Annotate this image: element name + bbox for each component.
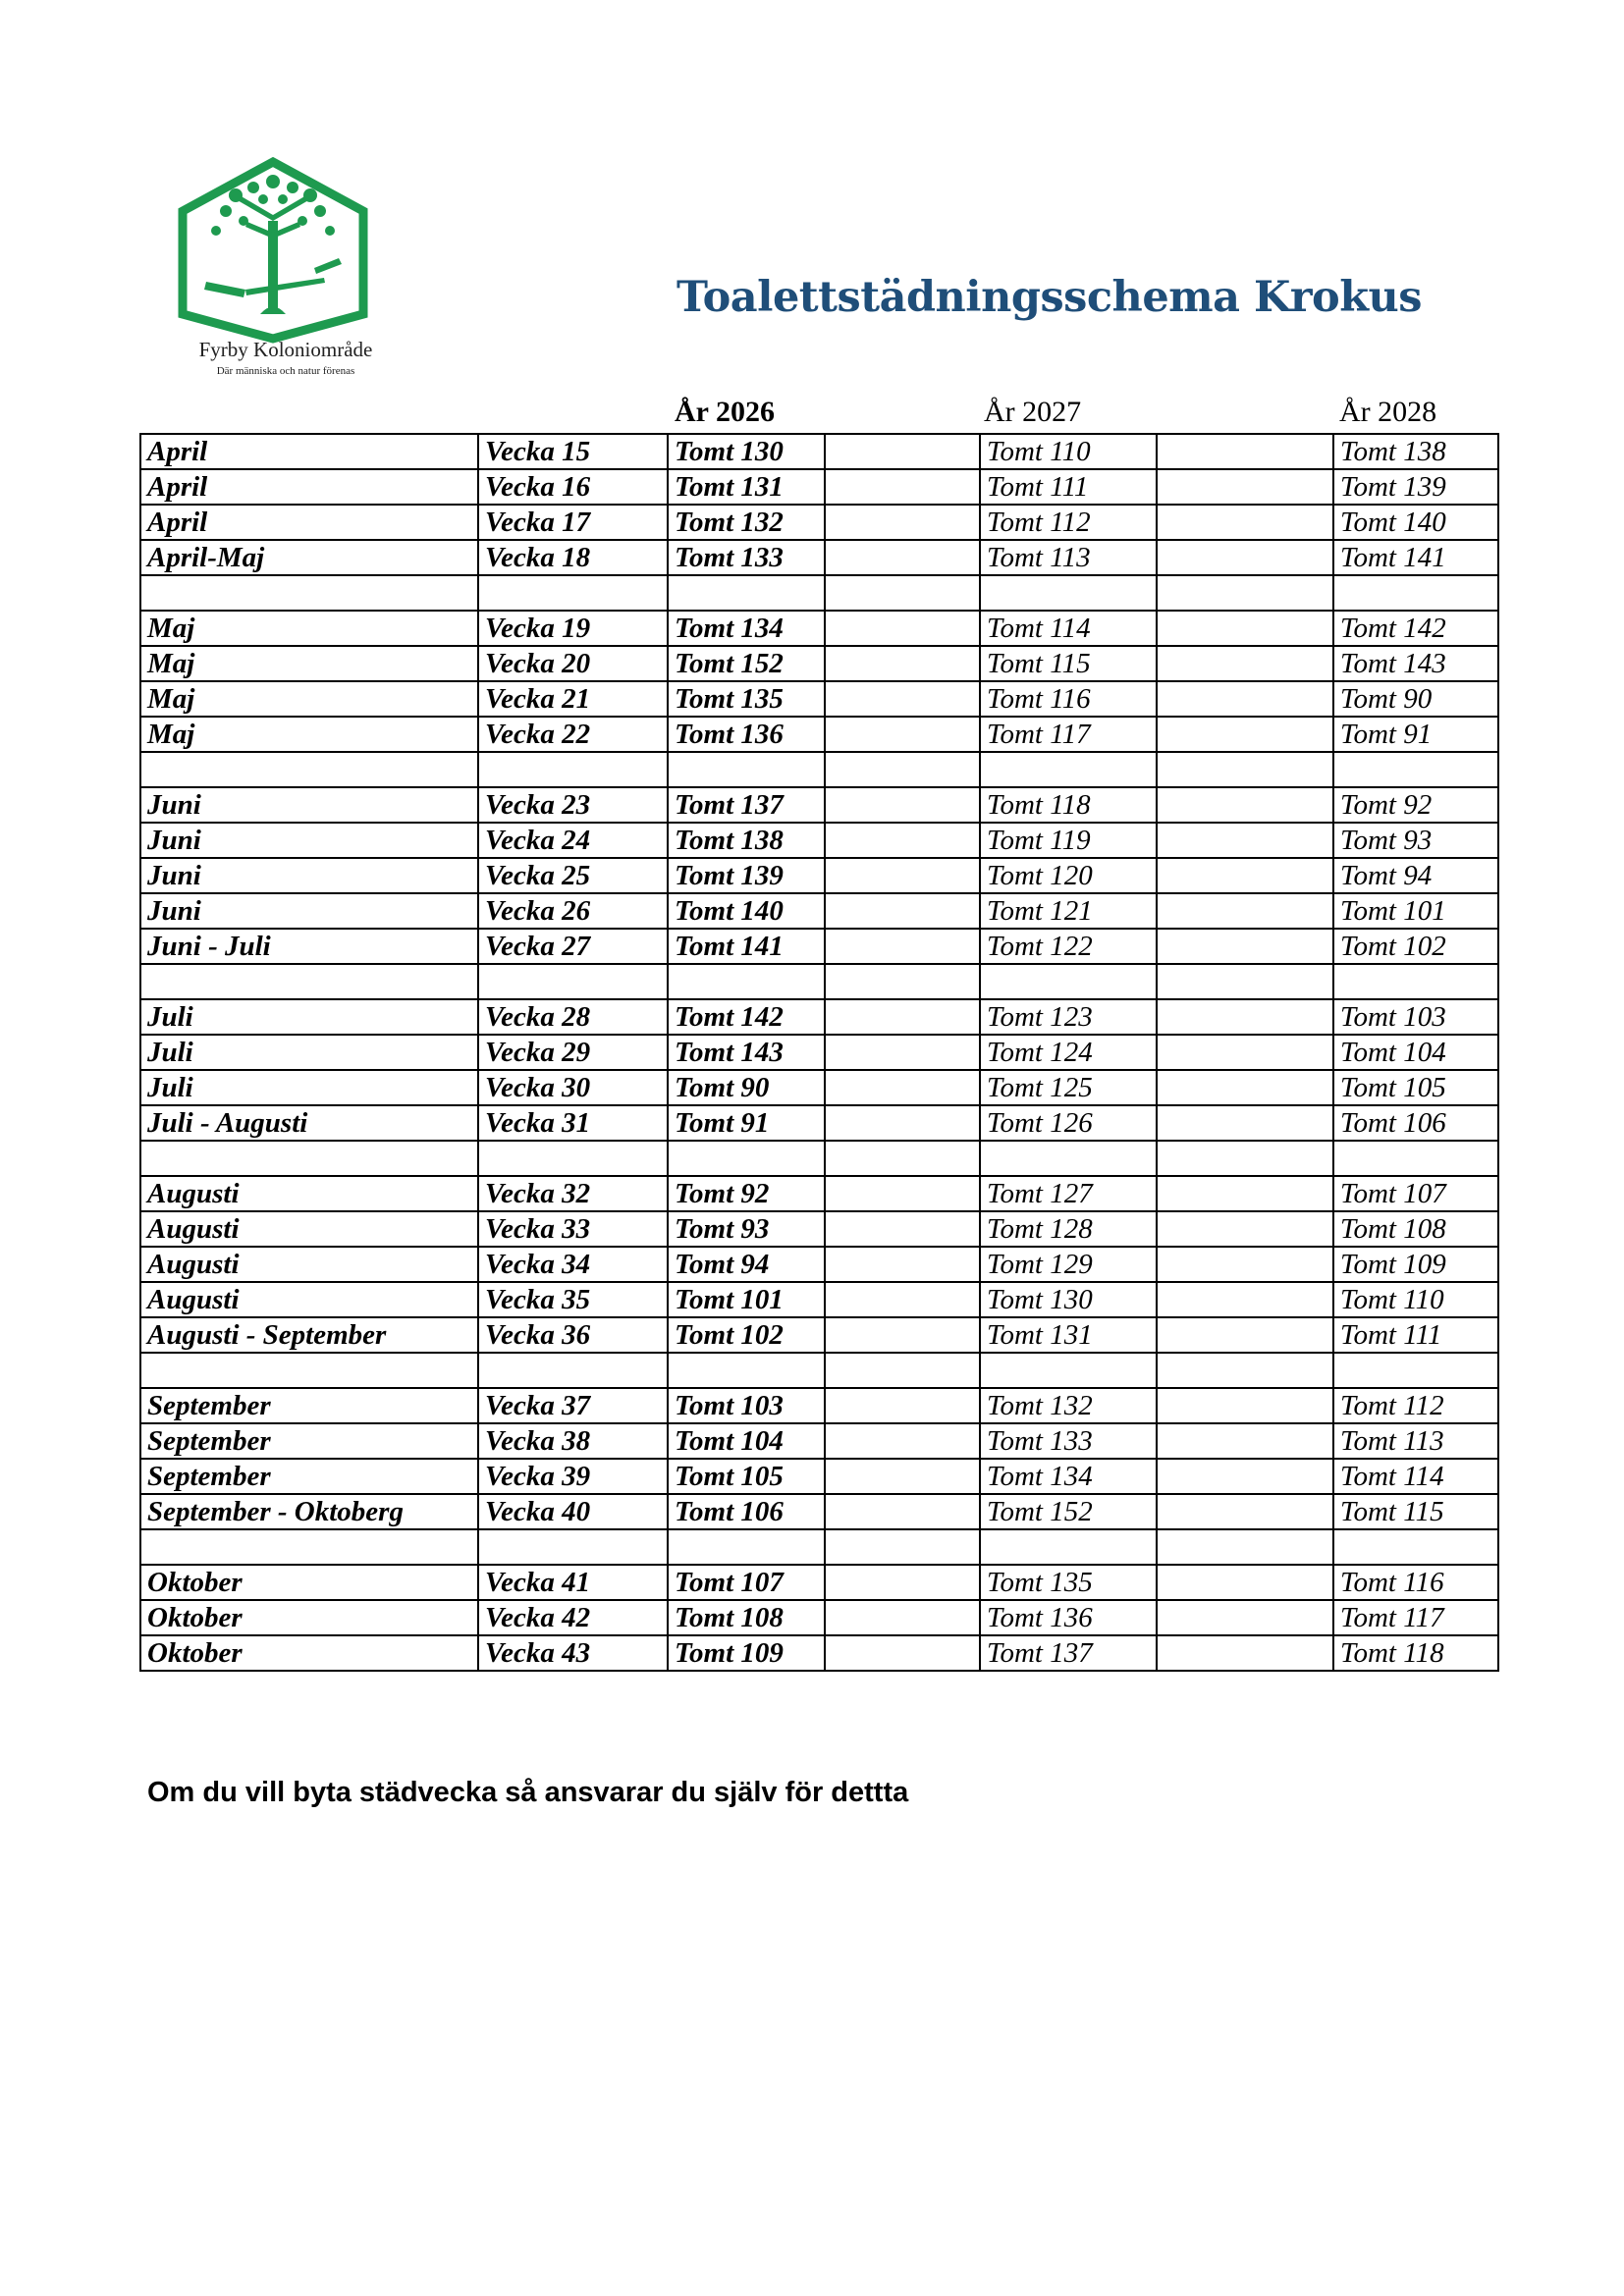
plot-2028-cell: Tomt 118 — [1333, 1635, 1498, 1671]
week-cell: Vecka 34 — [478, 1247, 668, 1282]
plot-2026-cell: Tomt 92 — [668, 1176, 825, 1211]
year-header-2028: År 2028 — [1339, 396, 1437, 428]
plot-2027-cell: Tomt 126 — [980, 1105, 1157, 1141]
spacer-cell — [825, 823, 980, 858]
plot-2028-cell: Tomt 112 — [1333, 1388, 1498, 1423]
plot-2027-cell: Tomt 114 — [980, 611, 1157, 646]
plot-2027-cell — [980, 575, 1157, 611]
spacer-cell — [825, 1247, 980, 1282]
table-row — [140, 1353, 1498, 1388]
week-cell: Vecka 37 — [478, 1388, 668, 1423]
table-row — [140, 1070, 1498, 1105]
month-cell: September - Oktoberg — [140, 1494, 478, 1529]
table-row — [140, 1565, 1498, 1600]
spacer-cell — [825, 1459, 980, 1494]
table-row — [140, 505, 1498, 540]
week-cell: Vecka 38 — [478, 1423, 668, 1459]
spacer-cell — [1157, 646, 1333, 681]
month-cell — [140, 964, 478, 999]
spacer-cell — [1157, 1070, 1333, 1105]
plot-2026-cell: Tomt 138 — [668, 823, 825, 858]
spacer-cell — [1157, 823, 1333, 858]
month-cell: Juni — [140, 787, 478, 823]
page-title: Toalettstädningsschema Krokus — [677, 273, 1422, 322]
plot-2027-cell: Tomt 135 — [980, 1565, 1157, 1600]
table-row — [140, 611, 1498, 646]
plot-2026-cell: Tomt 134 — [668, 611, 825, 646]
spacer-cell — [825, 1353, 980, 1388]
month-cell: Augusti — [140, 1282, 478, 1317]
plot-2027-cell: Tomt 120 — [980, 858, 1157, 893]
table-row — [140, 1176, 1498, 1211]
plot-2026-cell: Tomt 106 — [668, 1494, 825, 1529]
plot-2026-cell: Tomt 90 — [668, 1070, 825, 1105]
plot-2028-cell: Tomt 105 — [1333, 1070, 1498, 1105]
week-cell: Vecka 21 — [478, 681, 668, 717]
week-cell: Vecka 24 — [478, 823, 668, 858]
month-cell: Juni — [140, 858, 478, 893]
week-cell: Vecka 16 — [478, 469, 668, 505]
plot-2027-cell: Tomt 118 — [980, 787, 1157, 823]
plot-2026-cell: Tomt 143 — [668, 1035, 825, 1070]
month-cell — [140, 1529, 478, 1565]
table-row — [140, 929, 1498, 964]
table-row — [140, 1459, 1498, 1494]
spacer-cell — [1157, 1459, 1333, 1494]
plot-2027-cell: Tomt 136 — [980, 1600, 1157, 1635]
plot-2028-cell: Tomt 107 — [1333, 1176, 1498, 1211]
plot-2026-cell: Tomt 141 — [668, 929, 825, 964]
spacer-cell — [1157, 1353, 1333, 1388]
plot-2027-cell: Tomt 129 — [980, 1247, 1157, 1282]
table-row — [140, 1388, 1498, 1423]
week-cell: Vecka 32 — [478, 1176, 668, 1211]
plot-2027-cell — [980, 1529, 1157, 1565]
plot-2028-cell: Tomt 93 — [1333, 823, 1498, 858]
plot-2026-cell: Tomt 135 — [668, 681, 825, 717]
month-cell: September — [140, 1388, 478, 1423]
week-cell: Vecka 19 — [478, 611, 668, 646]
plot-2027-cell — [980, 1353, 1157, 1388]
spacer-cell — [1157, 1494, 1333, 1529]
schedule-table — [139, 433, 1499, 1672]
month-cell: Juni — [140, 893, 478, 929]
month-cell: Oktober — [140, 1565, 478, 1600]
plot-2028-cell — [1333, 1529, 1498, 1565]
table-row — [140, 1423, 1498, 1459]
week-cell: Vecka 17 — [478, 505, 668, 540]
week-cell: Vecka 27 — [478, 929, 668, 964]
week-cell: Vecka 40 — [478, 1494, 668, 1529]
spacer-cell — [825, 1070, 980, 1105]
week-cell — [478, 575, 668, 611]
plot-2027-cell — [980, 964, 1157, 999]
plot-2028-cell: Tomt 141 — [1333, 540, 1498, 575]
plot-2027-cell: Tomt 121 — [980, 893, 1157, 929]
plot-2027-cell — [980, 752, 1157, 787]
plot-2028-cell: Tomt 91 — [1333, 717, 1498, 752]
spacer-cell — [825, 964, 980, 999]
spacer-cell — [825, 1529, 980, 1565]
month-cell: September — [140, 1423, 478, 1459]
table-row — [140, 1529, 1498, 1565]
plot-2028-cell: Tomt 110 — [1333, 1282, 1498, 1317]
plot-2028-cell — [1333, 752, 1498, 787]
table-row — [140, 717, 1498, 752]
spacer-cell — [1157, 717, 1333, 752]
spacer-cell — [825, 1211, 980, 1247]
plot-2026-cell: Tomt 101 — [668, 1282, 825, 1317]
year-header-2026: År 2026 — [675, 396, 775, 428]
table-row — [140, 1211, 1498, 1247]
week-cell: Vecka 15 — [478, 434, 668, 469]
plot-2028-cell: Tomt 138 — [1333, 434, 1498, 469]
week-cell: Vecka 39 — [478, 1459, 668, 1494]
week-cell: Vecka 23 — [478, 787, 668, 823]
week-cell: Vecka 31 — [478, 1105, 668, 1141]
month-cell — [140, 752, 478, 787]
table-row — [140, 999, 1498, 1035]
plot-2026-cell — [668, 575, 825, 611]
month-cell: Augusti — [140, 1176, 478, 1211]
spacer-cell — [1157, 1388, 1333, 1423]
month-cell: April — [140, 434, 478, 469]
plot-2028-cell: Tomt 102 — [1333, 929, 1498, 964]
table-row — [140, 681, 1498, 717]
table-row — [140, 1282, 1498, 1317]
spacer-cell — [825, 1388, 980, 1423]
plot-2026-cell: Tomt 109 — [668, 1635, 825, 1671]
spacer-cell — [825, 1423, 980, 1459]
spacer-cell — [1157, 964, 1333, 999]
spacer-cell — [1157, 858, 1333, 893]
month-cell: Maj — [140, 611, 478, 646]
month-cell: September — [140, 1459, 478, 1494]
table-row — [140, 823, 1498, 858]
spacer-cell — [825, 1565, 980, 1600]
plot-2027-cell: Tomt 119 — [980, 823, 1157, 858]
plot-2027-cell: Tomt 131 — [980, 1317, 1157, 1353]
table-row — [140, 752, 1498, 787]
plot-2027-cell: Tomt 128 — [980, 1211, 1157, 1247]
plot-2026-cell: Tomt 131 — [668, 469, 825, 505]
spacer-cell — [1157, 929, 1333, 964]
plot-2027-cell: Tomt 133 — [980, 1423, 1157, 1459]
plot-2028-cell: Tomt 92 — [1333, 787, 1498, 823]
spacer-cell — [1157, 1635, 1333, 1671]
week-cell: Vecka 30 — [478, 1070, 668, 1105]
month-cell: April — [140, 505, 478, 540]
table-row — [140, 964, 1498, 999]
plot-2028-cell: Tomt 106 — [1333, 1105, 1498, 1141]
spacer-cell — [1157, 434, 1333, 469]
month-cell: Juli — [140, 999, 478, 1035]
plot-2028-cell: Tomt 111 — [1333, 1317, 1498, 1353]
month-cell — [140, 1141, 478, 1176]
plot-2026-cell: Tomt 103 — [668, 1388, 825, 1423]
table-row — [140, 646, 1498, 681]
week-cell: Vecka 42 — [478, 1600, 668, 1635]
spacer-cell — [1157, 1565, 1333, 1600]
month-cell: Juni — [140, 823, 478, 858]
plot-2028-cell: Tomt 116 — [1333, 1565, 1498, 1600]
plot-2028-cell — [1333, 575, 1498, 611]
month-cell: Augusti — [140, 1211, 478, 1247]
month-cell: Oktober — [140, 1600, 478, 1635]
spacer-cell — [825, 681, 980, 717]
plot-2026-cell — [668, 964, 825, 999]
month-cell: Juli - Augusti — [140, 1105, 478, 1141]
plot-2027-cell: Tomt 117 — [980, 717, 1157, 752]
spacer-cell — [825, 858, 980, 893]
spacer-cell — [825, 893, 980, 929]
plot-2028-cell: Tomt 108 — [1333, 1211, 1498, 1247]
plot-2027-cell: Tomt 115 — [980, 646, 1157, 681]
plot-2028-cell: Tomt 103 — [1333, 999, 1498, 1035]
plot-2026-cell: Tomt 94 — [668, 1247, 825, 1282]
plot-2027-cell: Tomt 111 — [980, 469, 1157, 505]
spacer-cell — [825, 469, 980, 505]
plot-2027-cell: Tomt 124 — [980, 1035, 1157, 1070]
plot-2028-cell: Tomt 94 — [1333, 858, 1498, 893]
plot-2027-cell: Tomt 134 — [980, 1459, 1157, 1494]
spacer-cell — [1157, 1141, 1333, 1176]
month-cell: April-Maj — [140, 540, 478, 575]
plot-2027-cell: Tomt 116 — [980, 681, 1157, 717]
spacer-cell — [825, 1494, 980, 1529]
logo-tagline: Där människa och natur förenas — [216, 365, 355, 377]
month-cell: Maj — [140, 646, 478, 681]
month-cell: Juli — [140, 1070, 478, 1105]
week-cell — [478, 1353, 668, 1388]
month-cell: Maj — [140, 681, 478, 717]
spacer-cell — [825, 999, 980, 1035]
spacer-cell — [825, 575, 980, 611]
table-row — [140, 540, 1498, 575]
spacer-cell — [825, 505, 980, 540]
plot-2026-cell: Tomt 93 — [668, 1211, 825, 1247]
spacer-cell — [1157, 1529, 1333, 1565]
year-header-2027: År 2027 — [984, 396, 1082, 428]
week-cell: Vecka 22 — [478, 717, 668, 752]
plot-2028-cell: Tomt 101 — [1333, 893, 1498, 929]
plot-2026-cell: Tomt 104 — [668, 1423, 825, 1459]
month-cell: Juni - Juli — [140, 929, 478, 964]
spacer-cell — [1157, 1176, 1333, 1211]
spacer-cell — [825, 540, 980, 575]
plot-2027-cell: Tomt 125 — [980, 1070, 1157, 1105]
plot-2026-cell: Tomt 133 — [668, 540, 825, 575]
spacer-cell — [825, 929, 980, 964]
spacer-cell — [825, 1105, 980, 1141]
table-row — [140, 1141, 1498, 1176]
table-row — [140, 575, 1498, 611]
plot-2028-cell: Tomt 113 — [1333, 1423, 1498, 1459]
month-cell — [140, 575, 478, 611]
plot-2028-cell: Tomt 142 — [1333, 611, 1498, 646]
week-cell: Vecka 33 — [478, 1211, 668, 1247]
plot-2026-cell: Tomt 105 — [668, 1459, 825, 1494]
spacer-cell — [1157, 1035, 1333, 1070]
week-cell: Vecka 41 — [478, 1565, 668, 1600]
spacer-cell — [1157, 999, 1333, 1035]
spacer-cell — [1157, 575, 1333, 611]
plot-2026-cell: Tomt 142 — [668, 999, 825, 1035]
spacer-cell — [1157, 1282, 1333, 1317]
swap-note: Om du vill byta städvecka så ansvarar du själv för dettta — [147, 1777, 909, 1808]
spacer-cell — [825, 434, 980, 469]
table-row — [140, 858, 1498, 893]
table-row — [140, 787, 1498, 823]
plot-2028-cell: Tomt 109 — [1333, 1247, 1498, 1282]
plot-2027-cell: Tomt 122 — [980, 929, 1157, 964]
plot-2027-cell: Tomt 132 — [980, 1388, 1157, 1423]
spacer-cell — [1157, 893, 1333, 929]
spacer-cell — [825, 1635, 980, 1671]
spacer-cell — [825, 752, 980, 787]
spacer-cell — [1157, 1105, 1333, 1141]
plot-2027-cell: Tomt 130 — [980, 1282, 1157, 1317]
week-cell: Vecka 43 — [478, 1635, 668, 1671]
spacer-cell — [825, 1317, 980, 1353]
month-cell: Juli — [140, 1035, 478, 1070]
plot-2026-cell: Tomt 137 — [668, 787, 825, 823]
spacer-cell — [1157, 681, 1333, 717]
spacer-cell — [825, 1035, 980, 1070]
plot-2028-cell — [1333, 1141, 1498, 1176]
plot-2026-cell — [668, 1141, 825, 1176]
week-cell: Vecka 29 — [478, 1035, 668, 1070]
plot-2026-cell: Tomt 152 — [668, 646, 825, 681]
plot-2026-cell: Tomt 91 — [668, 1105, 825, 1141]
week-cell: Vecka 36 — [478, 1317, 668, 1353]
spacer-cell — [1157, 1247, 1333, 1282]
spacer-cell — [825, 646, 980, 681]
month-cell: Augusti - September — [140, 1317, 478, 1353]
spacer-cell — [1157, 469, 1333, 505]
plot-2028-cell — [1333, 1353, 1498, 1388]
plot-2028-cell: Tomt 90 — [1333, 681, 1498, 717]
week-cell — [478, 964, 668, 999]
table-row — [140, 893, 1498, 929]
month-cell: Maj — [140, 717, 478, 752]
table-row — [140, 1600, 1498, 1635]
week-cell: Vecka 35 — [478, 1282, 668, 1317]
week-cell: Vecka 20 — [478, 646, 668, 681]
plot-2026-cell — [668, 752, 825, 787]
plot-2026-cell — [668, 1529, 825, 1565]
spacer-cell — [1157, 1423, 1333, 1459]
spacer-cell — [1157, 1317, 1333, 1353]
spacer-cell — [1157, 611, 1333, 646]
plot-2028-cell: Tomt 114 — [1333, 1459, 1498, 1494]
plot-2026-cell: Tomt 140 — [668, 893, 825, 929]
plot-2026-cell: Tomt 107 — [668, 1565, 825, 1600]
spacer-cell — [825, 611, 980, 646]
plot-2028-cell: Tomt 143 — [1333, 646, 1498, 681]
plot-2027-cell: Tomt 127 — [980, 1176, 1157, 1211]
plot-2026-cell — [668, 1353, 825, 1388]
table-row — [140, 434, 1498, 469]
week-cell — [478, 1529, 668, 1565]
spacer-cell — [825, 1282, 980, 1317]
plot-2027-cell: Tomt 112 — [980, 505, 1157, 540]
table-row — [140, 1635, 1498, 1671]
spacer-cell — [825, 787, 980, 823]
month-cell: Oktober — [140, 1635, 478, 1671]
plot-2027-cell: Tomt 123 — [980, 999, 1157, 1035]
plot-2027-cell: Tomt 152 — [980, 1494, 1157, 1529]
week-cell — [478, 1141, 668, 1176]
spacer-cell — [825, 1141, 980, 1176]
spacer-cell — [1157, 752, 1333, 787]
month-cell — [140, 1353, 478, 1388]
table-row — [140, 1105, 1498, 1141]
spacer-cell — [1157, 505, 1333, 540]
plot-2026-cell: Tomt 130 — [668, 434, 825, 469]
spacer-cell — [1157, 540, 1333, 575]
logo-name: Fyrby Koloniområde — [198, 338, 373, 361]
week-cell: Vecka 28 — [478, 999, 668, 1035]
plot-2028-cell: Tomt 104 — [1333, 1035, 1498, 1070]
spacer-cell — [825, 1600, 980, 1635]
plot-2027-cell: Tomt 110 — [980, 434, 1157, 469]
week-cell: Vecka 18 — [478, 540, 668, 575]
plot-2028-cell: Tomt 140 — [1333, 505, 1498, 540]
plot-2026-cell: Tomt 132 — [668, 505, 825, 540]
spacer-cell — [1157, 1600, 1333, 1635]
spacer-cell — [1157, 1211, 1333, 1247]
plot-2026-cell: Tomt 108 — [668, 1600, 825, 1635]
plot-2026-cell: Tomt 136 — [668, 717, 825, 752]
table-row — [140, 1317, 1498, 1353]
week-cell: Vecka 25 — [478, 858, 668, 893]
spacer-cell — [825, 717, 980, 752]
table-row — [140, 1035, 1498, 1070]
plot-2028-cell — [1333, 964, 1498, 999]
table-row — [140, 469, 1498, 505]
plot-2026-cell: Tomt 139 — [668, 858, 825, 893]
plot-2028-cell: Tomt 139 — [1333, 469, 1498, 505]
plot-2028-cell: Tomt 115 — [1333, 1494, 1498, 1529]
table-row — [140, 1494, 1498, 1529]
plot-2028-cell: Tomt 117 — [1333, 1600, 1498, 1635]
month-cell: April — [140, 469, 478, 505]
spacer-cell — [1157, 787, 1333, 823]
plot-2027-cell: Tomt 137 — [980, 1635, 1157, 1671]
plot-2026-cell: Tomt 102 — [668, 1317, 825, 1353]
spacer-cell — [825, 1176, 980, 1211]
week-cell — [478, 752, 668, 787]
table-row — [140, 1247, 1498, 1282]
plot-2027-cell — [980, 1141, 1157, 1176]
month-cell: Augusti — [140, 1247, 478, 1282]
plot-2027-cell: Tomt 113 — [980, 540, 1157, 575]
week-cell: Vecka 26 — [478, 893, 668, 929]
